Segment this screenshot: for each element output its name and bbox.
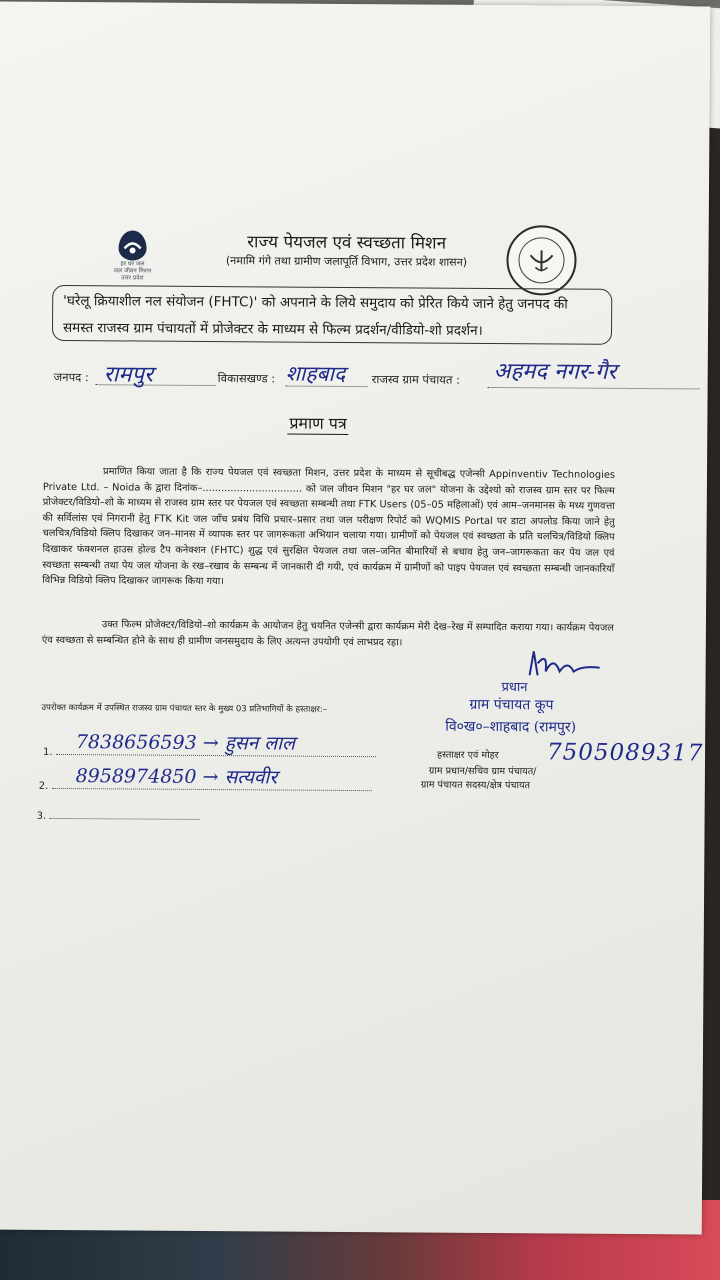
- banner-line-1: 'घरेलू क्रियाशील नल संयोजन (FHTC)' को अपनाने के लिये समुदाय को प्रेरित किये जाने हेतु जनपद की: [63, 292, 568, 313]
- header-title: राज्य पेयजल एवं स्वच्छता मिशन: [247, 232, 447, 254]
- water-drop-icon: [118, 230, 146, 260]
- logo-text-1: हर घर जल: [120, 260, 145, 268]
- district-label: जनपद :: [53, 369, 89, 385]
- participant-number-3: 3.: [36, 810, 47, 822]
- role-line-2: ग्राम पंचायत सदस्य/क्षेत्र पंचायत: [420, 779, 531, 792]
- stamp-panchayat: ग्राम पंचायत कूप: [469, 696, 554, 714]
- jal-jeevan-mission-logo: [106, 230, 158, 288]
- participant-value-2: 8958974850 → सत्यवीर: [75, 765, 278, 789]
- header-subtitle: (नमामि गंगे तथा ग्रामीण जलापूर्ति विभाग, उत्तर प्रदेश शासन): [225, 254, 468, 269]
- scheme-banner: [52, 285, 612, 345]
- seal-label: हस्ताक्षर एवं मोहर: [437, 749, 499, 762]
- district-value: रामपुर: [103, 362, 154, 388]
- document-page: [0, 2, 710, 1235]
- participant-number-1: 1.: [43, 746, 53, 758]
- phone-number: 7505089317: [546, 739, 704, 767]
- role-line-1: ग्राम प्रधान/सचिव ग्राम पंचायत/: [428, 765, 537, 778]
- district-field: [96, 364, 216, 386]
- participants-note: उपरोक्त कार्यक्रम में उपस्थित राजस्व ग्राम पंचायत स्तर के मुख्य 03 प्रतिभागियों के हस्ताक्षर:–: [41, 702, 328, 715]
- certificate-paragraph-2: उक्त फिल्म प्रोजेक्टर/विडियो–शो कार्यक्रम के आयोजन हेतु चयनित एजेन्सी द्वारा कार्यक्रम मेरी देख–रेख में सम्पादित कराया गया। कार्यक्रम पेयजल एंव स्वच्छता से सम्बन्धित होने के साथ ही ग्रामीण जनसमुदाय के लिए अत्यन्त उपयोगी एवं लाभप्रद रहा।: [41, 619, 614, 648]
- stamp-block: वि०ख०–शाहबाद (रामपुर): [445, 718, 577, 736]
- panchayat-value: अहमद नगर-गैर: [493, 358, 617, 385]
- up-government-emblem: [506, 225, 576, 295]
- stamp-pradhan: प्रधान: [501, 680, 528, 696]
- participant-row-1: [43, 731, 376, 760]
- certificate-title: प्रमाण पत्र: [287, 412, 349, 435]
- certificate-paragraph-1: प्रमाणित किया जाता है कि राज्य पेयजल एवं स्वच्छता मिशन, उत्तर प्रदेश के माध्यम से सूचीबद्ध एजेन्सी Appinventiv Technologies Private Ltd. – Noida के द्वारा दिनांक–................................ को जल जीवन मिशन "हर घर जल" योजना के उद्देश्यो को राजस्व ग्राम स्तर पर फिल्म प्रोजेक्टर/विडियो–शो के माध्यम से राजस्व ग्राम स्तर पर पेयजल एवं स्वच्छता सम्बन्धी तथा FTK Users (05–05 महिलाओं) एवं आम–जनमानस के मध्य गुणवत्ता की सर्विलांस एवं निगरानी हेतु FTK Kit जल जाँच प्रबंध विधि प्रचार–प्रसार तथा जल परीक्षण रिपोर्ट को WQMIS Portal पर डाटा अपलोड किया जाने हेतु चलचित्र/विडियो क्लिप दिखाकर जन–मानस में व्यापक स्तर पर जागरूकता अभियान चलाया गया। ग्रामीणों को पेयजल एवं स्वच्छता के प्रति चलचित्र/विडियो क्लिप दिखाकर फंक्शनल हाउस होल्ड टैप कनेक्शन (FHTC) शुद्ध एवं सुरक्षित पेयजल तथा जल–जनित बीमारियों से बचाव हेतु जन–जागरूकता कर पेय जल एवं स्वच्छता सम्बन्धी तथा पेय जल योजना के रख–रखाव के सम्बन्ध में जानकारी दी गयी, एवं कार्यक्रम में ग्रामीणों को पाइप पेयजल एवं स्वच्छता सम्बन्धी जानकारियाँ विभिन्न विडियो क्लिप दिखाकर जागरूक किया गया।: [42, 466, 616, 588]
- block-field: [285, 361, 368, 388]
- participant-row-3: [37, 808, 200, 823]
- panchayat-label: राजस्व ग्राम पंचायत :: [371, 372, 461, 387]
- block-label: विकासखण्ड :: [217, 371, 276, 386]
- participant-value-1: 7838656593 → हुसन लाल: [75, 731, 296, 755]
- panchayat-field: [488, 358, 700, 389]
- logo-text-3: उत्तर प्रदेश: [121, 274, 144, 282]
- participant-number-2: 2.: [38, 780, 49, 792]
- emblem-icon: [518, 237, 564, 283]
- logo-text-2: जल जीवन मिशन: [113, 267, 152, 275]
- participant-row-2: [38, 765, 372, 794]
- official-signature: [524, 645, 604, 686]
- block-value: शाहबाद: [285, 361, 346, 386]
- banner-line-2: समस्त राजस्व ग्राम पंचायतों में प्रोजेक्टर के माध्यम से फिल्म प्रदर्शन/वीडियो-शो प्रदर्शन।: [62, 319, 483, 339]
